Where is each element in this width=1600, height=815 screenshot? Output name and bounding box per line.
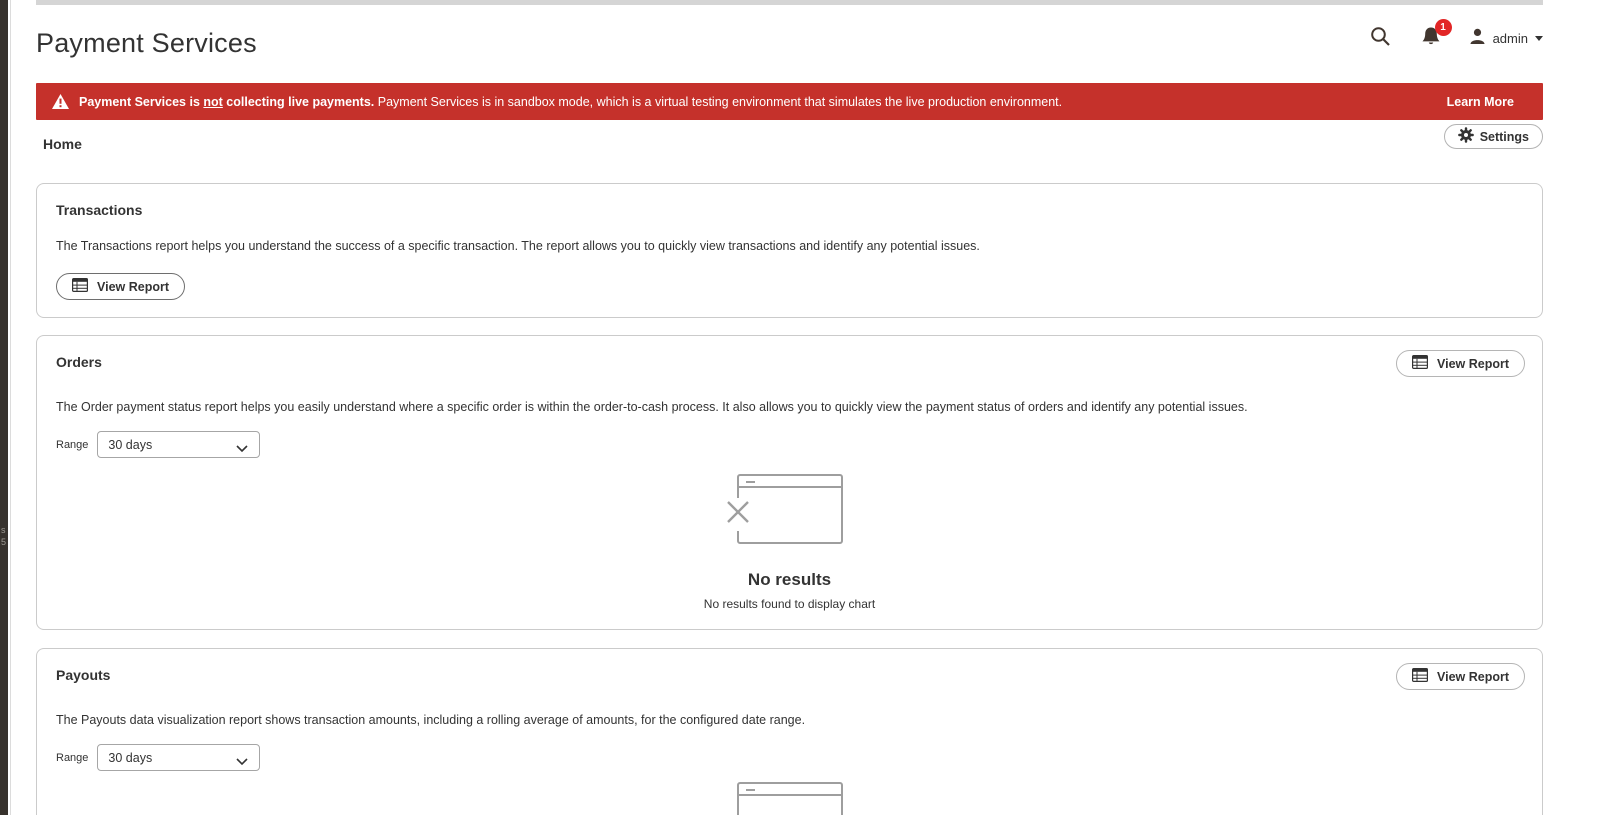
orders-card-description: The Order payment status report helps you easily understand where a specific order is within the order-to-cash process. It also allows you to quickly view the payment status of orders and identify any potential issues. — [56, 400, 1248, 414]
transactions-card-description: The Transactions report helps you understand the success of a specific transaction. The report allows you to quickly view transactions and identify any potential issues. — [56, 239, 980, 253]
empty-window-illustration — [737, 782, 843, 815]
payouts-range-row — [56, 744, 260, 771]
range-selected-value: 30 days — [108, 750, 153, 765]
view-report-label: View Report — [1436, 669, 1509, 684]
window-dash — [746, 481, 755, 483]
banner-bold-text: Payment Services is — [79, 94, 204, 109]
transactions-card-title: Transactions — [56, 202, 143, 218]
report-table-icon — [1412, 668, 1428, 685]
notifications-button[interactable] — [1421, 22, 1446, 50]
payouts-card-title: Payouts — [56, 667, 111, 683]
gear-icon — [1458, 127, 1474, 146]
empty-window-illustration — [737, 474, 843, 544]
payouts-view-report-button[interactable] — [1396, 663, 1525, 690]
range-label: Range — [56, 438, 89, 451]
chevron-down-icon — [236, 755, 248, 769]
range-label: Range — [56, 751, 89, 764]
notification-badge: 1 — [1435, 19, 1452, 36]
settings-button-label: Settings — [1479, 129, 1529, 144]
breadcrumb: Home — [43, 136, 82, 152]
orders-card-title: Orders — [56, 354, 102, 370]
empty-state-title: No results — [747, 570, 832, 589]
content-left-divider — [10, 0, 11, 815]
search-icon — [1370, 26, 1391, 50]
orders-card — [36, 335, 1543, 630]
sandbox-warning-banner — [36, 83, 1543, 120]
caret-down-icon — [1535, 36, 1543, 41]
banner-bold-text: collecting live payments. — [222, 94, 375, 109]
top-accent-bar — [36, 0, 1543, 5]
orders-empty-state — [37, 474, 1542, 611]
user-name: admin — [1492, 30, 1528, 46]
header-actions — [1370, 24, 1543, 52]
page-title: Payment Services — [36, 28, 257, 58]
banner-text — [79, 95, 1062, 109]
collapsed-sidebar-sliver — [0, 0, 8, 815]
banner-regular-text: Payment Services is in sandbox mode, which is a virtual testing environment that simulates the live production environment. — [374, 94, 1063, 109]
report-table-icon — [72, 278, 88, 295]
sidebar-clipped-text: s — [1, 525, 6, 535]
user-icon — [1469, 28, 1486, 48]
payouts-card-description: The Payouts data visualization report shows transaction amounts, including a rolling average of amounts, for the configured date range. — [56, 713, 806, 727]
banner-underlined-word: not — [203, 94, 223, 109]
range-selected-value: 30 days — [108, 437, 153, 452]
search-button[interactable] — [1370, 26, 1391, 50]
payouts-empty-state — [37, 782, 1542, 815]
sidebar-clipped-text: 5 — [1, 537, 7, 547]
x-mark-icon — [724, 498, 752, 531]
payouts-range-select[interactable] — [97, 744, 260, 771]
orders-view-report-button[interactable] — [1396, 350, 1525, 377]
warning-icon — [52, 94, 69, 109]
orders-range-select[interactable] — [97, 431, 260, 458]
transactions-card — [36, 183, 1543, 318]
learn-more-link[interactable]: Learn More — [1446, 94, 1514, 109]
transactions-view-report-button[interactable] — [56, 273, 185, 300]
view-report-label: View Report — [1436, 356, 1509, 371]
orders-range-row — [56, 431, 260, 458]
window-dash — [746, 789, 755, 791]
user-menu[interactable] — [1469, 28, 1543, 48]
view-report-label: View Report — [97, 279, 170, 294]
empty-state-message: No results found to display chart — [703, 597, 876, 611]
report-table-icon — [1412, 355, 1428, 372]
settings-button[interactable] — [1444, 124, 1543, 149]
payouts-card — [36, 648, 1543, 815]
chevron-down-icon — [236, 442, 248, 456]
